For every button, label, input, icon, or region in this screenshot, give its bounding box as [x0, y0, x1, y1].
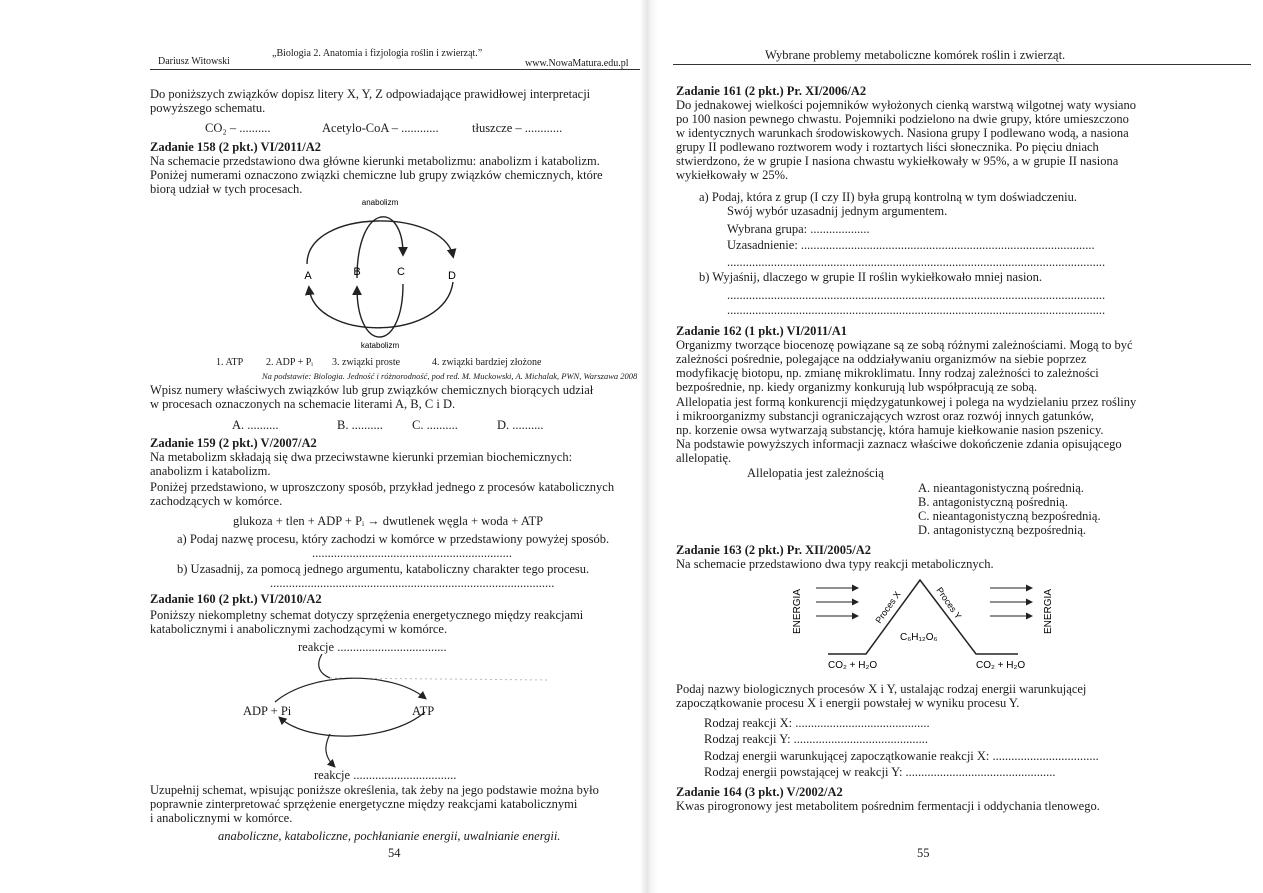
reactions-top-label: reakcje ................................... [298, 640, 447, 654]
header-rule [150, 69, 645, 70]
task-159-line: Poniżej przedstawiono, w uproszczony sposób, przykład jednego z procesów katabolicznych [150, 480, 615, 494]
task-162-line: Organizmy tworzące biocenozę powiązane są ze sobą różnymi zależnościami. Mogą to być [676, 338, 1133, 352]
task-161-question-b: b) Wyjaśnij, dlaczego w grupie II roślin wykiełkowało mniej nasion. [699, 270, 1043, 284]
answer-line: ......................................................................................................................... [727, 303, 1106, 317]
answer-b: B. .......... [337, 418, 383, 432]
glucose-label: C₆H₁₂O₆ [900, 632, 938, 643]
justification-field: Uzasadnienie: .............................................................................................. [727, 238, 1095, 252]
lower-curved-arrow [280, 712, 425, 736]
upper-curved-arrow [275, 678, 425, 702]
task-158-instruction: w procesach oznaczonych na schemacie literami A, B, C i D. [150, 397, 456, 411]
energy-y-field: Rodzaj energii powstającej w reakcji Y: ................................................ [704, 765, 1056, 779]
task-163-instruction: zapoczątkowanie procesu X i energii powstałej w wyniku procesu Y. [676, 696, 1020, 710]
task-162-line: i mikroorganizmy substancji ograniczających wzrost oraz rozwój innych gatunków, [676, 409, 1094, 423]
katabolizm-label: katabolizm [360, 341, 400, 350]
task-162-line: np. korzenie owsa wytwarzają substancję, która hamuje kiełkowanie nasion pszenicy. [676, 423, 1104, 437]
intro-item: Acetylo-CoA – ............ [322, 121, 439, 135]
header-author: Dariusz Witowski [158, 56, 230, 67]
legend-item: 4. związki bardziej złożone [432, 357, 542, 368]
right-page [655, 0, 1263, 893]
task-161-line: grupy II podlewano roztworem wody i roztartych liści słonecznika. Po pięciu dniach [676, 140, 1099, 154]
task-161-title: Zadanie 161 (2 pkt.) Pr. XI/2006/A2 [676, 84, 867, 98]
task-158-line: biorą udział w tych procesach. [150, 182, 303, 196]
energy-right-label: ENERGIA [1043, 588, 1054, 634]
header-rule [673, 64, 1251, 65]
intro-item: CO₂ – .......... [205, 121, 271, 135]
legend-item: 2. ADP + Pᵢ [266, 357, 313, 368]
metabolism-cycle-diagram [295, 196, 465, 352]
question-stem: Allelopatia jest zależnością [747, 466, 884, 480]
intro-item: tłuszcze – ............ [472, 121, 563, 135]
task-161-line: w identycznych warunkach środowiskowych. Nasiona grupy I podlewano wodą, a nasiona [676, 126, 1129, 140]
left-products-label: CO₂ + H₂O [828, 660, 878, 671]
point-b-label: B [353, 266, 361, 278]
right-products-label: CO₂ + H₂O [976, 660, 1026, 671]
page-number: 55 [917, 846, 930, 860]
task-161-line: stwierdzono, że w grupie I nasiona chwastu wykiełkowały w 95%, a w grupie II nasiona [676, 154, 1119, 168]
option-c[interactable]: C. nieantagonistyczną bezpośrednią. [918, 509, 1101, 523]
task-161-question-a-cont: Swój wybór uzasadnij jednym argumentem. [727, 204, 948, 218]
reaction-y-field: Rodzaj reakcji Y: ........................................... [704, 732, 929, 746]
outer-bottom-arc [309, 282, 453, 328]
task-160-instruction: i anabolicznymi w komórce. [150, 811, 293, 825]
header-url: www.NowaMatura.edu.pl [525, 58, 629, 69]
option-b[interactable]: B. antagonistyczną pośrednią. [918, 495, 1068, 509]
task-162-line: Na podstawie powyższych informacji zaznacz właściwe dokończenie zdania opisującego [676, 437, 1122, 451]
task-162-line: Allelopatia jest formą konkurencji międzygatunkowej i polega na wydzielaniu przez rośliny [676, 395, 1137, 409]
task-159-line: Na metabolizm składają się dwa przeciwstawne kierunki przemian biochemicznych: [150, 450, 573, 464]
page-number: 54 [388, 846, 401, 860]
task-159-question-a: a) Podaj nazwę procesu, który zachodzi w komórce w przedstawiony powyżej sposób. [177, 532, 610, 546]
task-162-line: allelopatię. [676, 451, 732, 465]
task-159-line: anabolizm i katabolizm. [150, 464, 271, 478]
task-164-line: Kwas pirogronowy jest metabolitem pośrednim fermentacji i oddychania tlenowego. [676, 799, 1100, 813]
point-a-label: A [304, 270, 312, 282]
task-159-title: Zadanie 159 (2 pkt.) V/2007/A2 [150, 436, 317, 450]
inner-bottom-arc [357, 284, 403, 337]
task-163-intro: Na schemacie przedstawiono dwa typy reakcji metabolicznych. [676, 557, 994, 571]
proces-y-label: Proces Y [934, 585, 964, 621]
task-162-line: bezpośrednie, np. kiedy organizmy konkurują lub współpracują ze sobą. [676, 380, 1038, 394]
answer-line: ......................................................................................................................... [727, 288, 1106, 302]
legend-item: 1. ATP [216, 357, 244, 368]
header-book-title: „Biologia 2. Anatomia i fizjologia roślin i zwierząt.” [272, 48, 483, 59]
atp-label: ATP [412, 704, 435, 718]
adp-label: ADP + Pi [243, 704, 292, 718]
outer-top-arc [307, 221, 453, 264]
task-158-instruction: Wpisz numery właściwych związków lub grup związków chemicznych biorących udział [150, 383, 594, 397]
answer-a: A. .......... [232, 418, 279, 432]
metabolic-reactions-diagram [780, 572, 1070, 674]
task-159-question-b: b) Uzasadnij, za pomocą jednego argumentu, kataboliczny charakter tego procesu. [177, 562, 590, 576]
answer-d: D. .......... [497, 418, 544, 432]
answer-line: ................................................................ [312, 546, 512, 560]
option-a[interactable]: A. nieantagonistyczną pośrednią. [918, 481, 1084, 495]
task-164-title: Zadanie 164 (3 pkt.) V/2002/A2 [676, 785, 843, 799]
top-hook [319, 654, 330, 678]
task-163-title: Zadanie 163 (2 pkt.) Pr. XII/2005/A2 [676, 543, 872, 557]
legend-item: 3. związki proste [332, 357, 401, 368]
terms-list: anaboliczne, kataboliczne, pochłanianie energii, uwalnianie energii. [218, 829, 561, 843]
energy-x-field: Rodzaj energii warunkującej zapoczątkowanie reakcji X: .................................. [704, 749, 1099, 763]
task-160-title: Zadanie 160 (2 pkt.) VI/2010/A2 [150, 592, 322, 606]
point-d-label: D [448, 270, 456, 282]
task-160-line: Poniższy niekompletny schemat dotyczy sprzężenia energetycznego między reakcjami [150, 608, 584, 622]
task-158-line: Poniżej numerami oznaczono związki chemiczne lub grupy związków chemicznych, które [150, 168, 603, 182]
answer-line: ......................................................................................................................... [727, 255, 1106, 269]
header-section-title: Wybrane problemy metaboliczne komórek roślin i zwierząt. [765, 48, 1066, 62]
task-162-line: modyfikację biotopu, np. zmianę mikroklimatu. Inny rodzaj zależności to zależności [676, 366, 1099, 380]
task-160-instruction: Uzupełnij schemat, wpisując poniższe określenia, tak żeby na jego podstawie można było [150, 783, 599, 797]
point-c-label: C [397, 266, 405, 278]
energy-left-label: ENERGIA [792, 588, 803, 634]
task-161-question-a: a) Podaj, która z grup (I czy II) była grupą kontrolną w tym doświadczeniu. [699, 190, 1078, 204]
task-158-title: Zadanie 158 (2 pkt.) VI/2011/A2 [150, 140, 321, 154]
task-161-line: po 100 nasion pewnego chwastu. Pojemniki podzielono na dwie grupy, które umieszczono [676, 112, 1129, 126]
reaction-equation: glukoza + tlen + ADP + Pᵢ → dwutlenek węgla + woda + ATP [233, 514, 544, 528]
task-162-line: zależności pośrednie, polegające na oddziaływaniu organizmów na siebie poprzez [676, 352, 1087, 366]
intro-line: Do poniższych związków dopisz litery X, Y, Z odpowiadające prawidłowej interpretacji [150, 87, 591, 101]
answer-line: ........................................................................................... [270, 576, 555, 590]
chosen-group-field: Wybrana grupa: ................... [727, 222, 870, 236]
task-159-line: zachodzących w komórce. [150, 494, 283, 508]
task-162-title: Zadanie 162 (1 pkt.) VI/2011/A1 [676, 324, 847, 338]
task-163-instruction: Podaj nazwy biologicznych procesów X i Y, ustalając rodzaj energii warunkującej [676, 682, 1087, 696]
task-158-line: Na schemacie przedstawiono dwa główne kierunki metabolizmu: anabolizm i katabolizm. [150, 154, 600, 168]
option-d[interactable]: D. antagonistyczną bezpośrednią. [918, 523, 1086, 537]
reaction-x-field: Rodzaj reakcji X: ........................................... [704, 716, 930, 730]
task-160-line: katabolicznymi i anabolicznymi zachodzącymi w komórce. [150, 622, 448, 636]
proces-x-label: Proces X [873, 589, 903, 626]
reactions-bottom-label: reakcje ................................. [314, 768, 457, 782]
source-note: Na podstawie: Biologia. Jedność i różnorodność, pod red. M. Muckowski, A. Michalak, PWN, Warszawa 2008 [262, 371, 638, 381]
intro-line: powyższego schematu. [150, 101, 266, 115]
anabolizm-label: anabolizm [361, 198, 399, 207]
task-161-line: wykiełkowały w 25%. [676, 168, 789, 182]
task-160-instruction: poprawnie zinterpretować sprzężenie energetyczne między reakcjami katabolicznymi [150, 797, 578, 811]
bottom-hook [326, 734, 334, 766]
answer-c: C. .......... [412, 418, 458, 432]
task-161-line: Do jednakowej wielkości pojemników wyłożonych cienką warstwą wilgotnej waty wysiano [676, 98, 1136, 112]
